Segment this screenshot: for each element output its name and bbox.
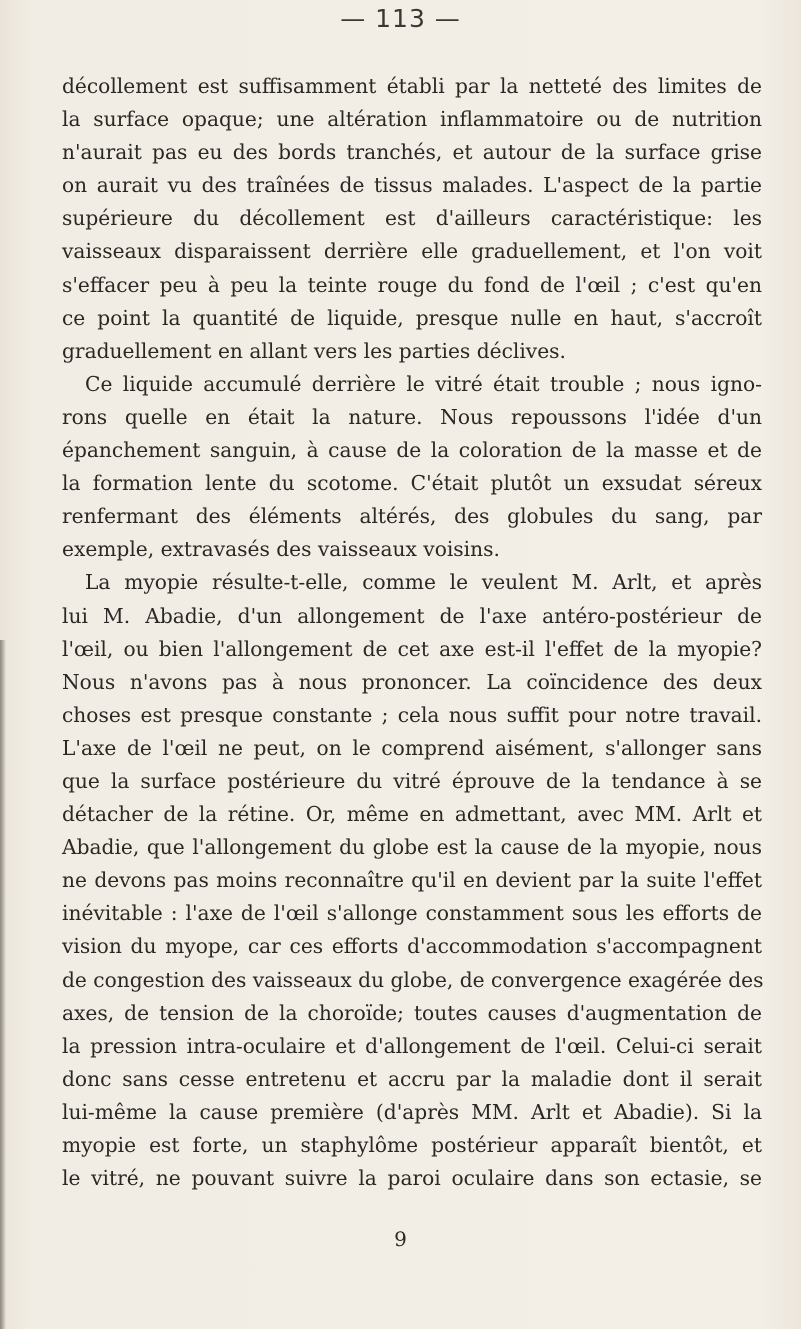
text-line: rons quelle en était la nature. Nous repoussons l'idée d'un <box>62 404 762 429</box>
text-line: détacher de la rétine. Or, même en admettant, avec MM. Arlt et <box>62 802 762 827</box>
text-line: lui M. Abadie, d'un allongement de l'axe antéro-postérieur de <box>62 603 762 628</box>
text-line: vision du myope, car ces efforts d'accommodation s'accompagnent <box>62 934 762 959</box>
text-line: l'œil, ou bien l'allongement de cet axe est-il l'effet de la myopie? <box>62 636 762 661</box>
text-line: s'effacer peu à peu la teinte rouge du fond de l'œil ; c'est qu'en <box>62 272 762 297</box>
text-line: ce point la quantité de liquide, presque nulle en haut, s'accroît <box>62 305 762 330</box>
text-line: graduellement en allant vers les parties déclives. <box>62 338 566 363</box>
text-line: Abadie, que l'allongement du globe est la cause de la myopie, nous <box>62 835 762 860</box>
text-line: le vitré, ne pouvant suivre la paroi oculaire dans son ectasie, se <box>62 1166 762 1191</box>
text-line: décollement est suffisamment établi par la netteté des limites de <box>62 74 762 98</box>
text-line: lui-même la cause première (d'après MM. Arlt et Abadie). Si la <box>62 1099 762 1124</box>
signature-mark: 9 <box>394 1227 407 1251</box>
paragraph-first-line: Ce liquide accumulé derrière le vitré était trouble ; nous igno- <box>85 371 762 396</box>
text-line: la formation lente du scotome. C'était plutôt un exsudat séreux <box>62 471 762 496</box>
text-line: de congestion des vaisseaux du globe, de convergence exagérée des <box>62 967 764 992</box>
text-line: Nous n'avons pas à nous prononcer. La coïncidence des deux <box>62 669 762 694</box>
text-line: vaisseaux disparaissent derrière elle graduellement, et l'on voit <box>62 239 762 264</box>
text-line: donc sans cesse entretenu et accru par la maladie dont il serait <box>62 1066 762 1091</box>
text-line: exemple, extravasés des vaisseaux voisins. <box>62 537 500 562</box>
text-line: supérieure du décollement est d'ailleurs caractéristique: les <box>62 206 762 231</box>
page-number-header: — 113 — <box>340 4 461 33</box>
text-line: épanchement sanguin, à cause de la coloration de la masse et de <box>62 438 762 463</box>
text-line: L'axe de l'œil ne peut, on le comprend aisément, s'allonger sans <box>62 735 762 760</box>
text-line: ne devons pas moins reconnaître qu'il en devient par la suite l'effet <box>62 868 762 893</box>
body-text <box>62 70 762 1195</box>
text-line: inévitable : l'axe de l'œil s'allonge constamment sous les efforts de <box>62 901 762 926</box>
text-line: la pression intra-oculaire et d'allongement de l'œil. Celui-ci serait <box>62 1033 762 1058</box>
page-edge-shadow <box>0 640 6 1329</box>
text-line: renfermant des éléments altérés, des globules du sang, par <box>62 504 762 529</box>
text-line: on aurait vu des traînées de tissus malades. L'aspect de la partie <box>62 173 762 198</box>
text-line: myopie est forte, un staphylôme postérieur apparaît bientôt, et <box>62 1133 762 1157</box>
text-line: n'aurait pas eu des bords tranchés, et autour de la surface grise <box>62 140 762 165</box>
text-line: choses est presque constante ; cela nous suffit pour notre travail. <box>62 702 762 727</box>
text-line: la surface opaque; une altération inflammatoire ou de nutrition <box>62 107 762 132</box>
text-line: que la surface postérieure du vitré éprouve de la tendance à se <box>62 768 762 793</box>
paragraph-first-line: La myopie résulte-t-elle, comme le veulent M. Arlt, et après <box>85 570 762 595</box>
text-line: axes, de tension de la choroïde; toutes causes d'augmentation de <box>62 1000 762 1025</box>
